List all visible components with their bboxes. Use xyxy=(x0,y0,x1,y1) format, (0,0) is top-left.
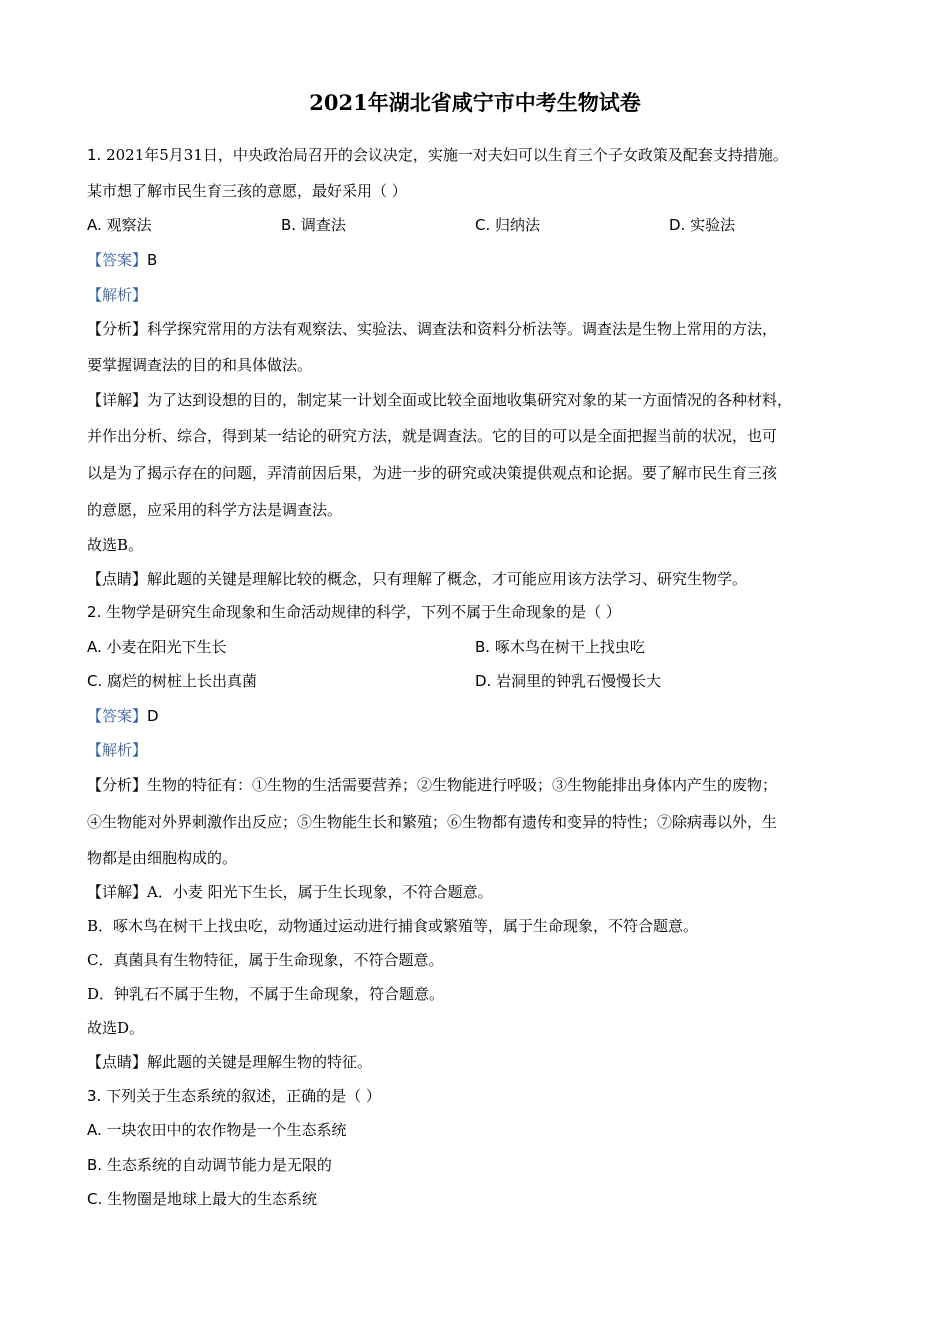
q1-xiangjie-3: 以是为了揭示存在的问题，弄清前因后果，为进一步的研究或决策提供观点和论据。要了解市民生育三孩 xyxy=(87,464,778,482)
q2-answer xyxy=(87,704,159,728)
answer-tag: 【答案】 xyxy=(87,251,148,269)
answer-tag: 【答案】 xyxy=(87,707,148,725)
q2-choose: 故选D。 xyxy=(87,1019,145,1037)
q2-option-b: B. 啄木鸟在树干上找虫吃 xyxy=(475,638,645,656)
q1-option-a: A. 观察法 xyxy=(87,216,152,234)
q1-xiangjie-4: 的意愿，应采用的科学方法是调查法。 xyxy=(87,501,343,519)
q2-number: 2. xyxy=(87,603,102,621)
q1-stem-1: 2021年5月31日，中央政治局召开的会议决定，实施一对夫妇可以生育三个子女政策及配套支持措施。 xyxy=(106,146,788,164)
q1-xiangjie-2: 并作出分析、综合，得到某一结论的研究方法，就是调查法。它的目的可以是全面把握当前的状况，也可 xyxy=(87,427,778,445)
q2-stem: 2. 生物学是研究生命现象和生命活动规律的科学，下列不属于生命现象的是（ ） xyxy=(87,603,621,621)
q2-option-d: D. 岩洞里的钟乳石慢慢长大 xyxy=(475,672,662,690)
q3-option-b: B. 生态系统的自动调节能力是无限的 xyxy=(87,1156,332,1174)
q3-stem: 3. 下列关于生态系统的叙述，正确的是（ ） xyxy=(87,1087,381,1105)
q2-xiangjie-a: 【详解】A．小麦 阳光下生长，属于生长现象，不符合题意。 xyxy=(87,883,493,901)
q2-xiangjie-b: B．啄木鸟在树干上找虫吃，动物通过运动进行捕食或繁殖等，属于生命现象，不符合题意。 xyxy=(87,917,699,935)
q2-fenxi-2: ④生物能对外界刺激作出反应；⑤生物能生长和繁殖；⑥生物都有遗传和变异的特性；⑦除病毒以外，生 xyxy=(87,813,778,831)
q1-stem-2: 某市想了解市民生育三孩的意愿，最好采用（ ） xyxy=(87,182,407,200)
q3-number: 3. xyxy=(87,1087,102,1105)
q2-xiangjie-c: C．真菌具有生物特征，属于生命现象，不符合题意。 xyxy=(87,951,444,969)
q1-option-b: B. 调查法 xyxy=(281,216,346,234)
q1-answer xyxy=(87,248,157,272)
q1-choose: 故选B。 xyxy=(87,536,144,554)
answer-value: D xyxy=(147,707,159,725)
q2-option-a: A. 小麦在阳光下生长 xyxy=(87,638,227,656)
q3-option-a: A. 一块农田中的农作物是一个生态系统 xyxy=(87,1121,347,1139)
q2-option-c: C. 腐烂的树桩上长出真菌 xyxy=(87,672,258,690)
q2-fenxi-3: 物都是由细胞构成的。 xyxy=(87,849,238,867)
q1-analysis-tag: 【解析】 xyxy=(87,286,148,304)
q2-fenxi-1: 【分析】生物的特征有：①生物的生活需要营养；②生物能进行呼吸；③生物能排出身体内产生的废物； xyxy=(87,776,778,794)
q2-analysis-tag: 【解析】 xyxy=(87,741,148,759)
q2-xiangjie-d: D．钟乳石不属于生物，不属于生命现象，符合题意。 xyxy=(87,985,445,1003)
q2-dianjing: 【点睛】解此题的关键是理解生物的特征。 xyxy=(87,1053,373,1071)
answer-value: B xyxy=(147,251,158,269)
q1-fenxi-2: 要掌握调查法的目的和具体做法。 xyxy=(87,356,313,374)
q1-number: 1. xyxy=(87,146,102,164)
q1-fenxi-1: 【分析】科学探究常用的方法有观察法、实验法、调查法和资料分析法等。调查法是生物上常用的方法， xyxy=(87,320,778,338)
q1-xiangjie-1: 【详解】为了达到设想的目的，制定某一计划全面或比较全面地收集研究对象的某一方面情况的各种材料， xyxy=(87,391,793,409)
page-title: 2021年湖北省咸宁市中考生物试卷 xyxy=(309,90,641,115)
q1-dianjing: 【点睛】解此题的关键是理解比较的概念，只有理解了概念，才可能应用该方法学习、研究生物学。 xyxy=(87,570,748,588)
q1-option-c: C. 归纳法 xyxy=(475,216,541,234)
q3-option-c: C. 生物圈是地球上最大的生态系统 xyxy=(87,1190,318,1208)
q1-option-d: D. 实验法 xyxy=(669,216,736,234)
q1-line-1 xyxy=(87,143,788,167)
